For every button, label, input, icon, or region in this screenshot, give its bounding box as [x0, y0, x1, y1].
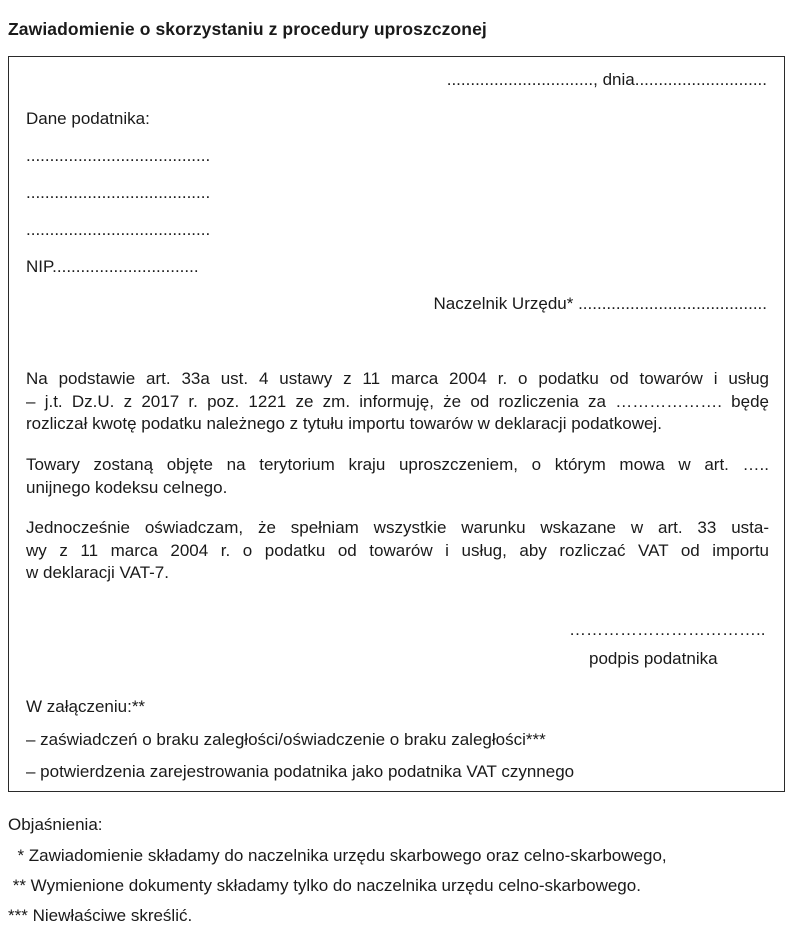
attachment-item: – zaświadczeń o braku zaległości/oświadczenie o braku zaległości***: [26, 730, 546, 749]
declaration-paragraph-1: [26, 368, 769, 436]
signature-line[interactable]: ……………………………..: [569, 620, 766, 639]
paragraph-line: Towary zostaną objęte na terytorium kraju uproszczeniem, o którym mowa w art. …..: [26, 455, 769, 474]
paragraph-line: w deklaracji VAT-7.: [26, 563, 169, 582]
attachments-label: W załączeniu:**: [26, 697, 146, 716]
notes-label: Objaśnienia:: [8, 815, 103, 834]
paragraph-line: unijnego kodeksu celnego.: [26, 477, 228, 497]
document-title: Zawiadomienie o skorzystaniu z procedury uproszczonej: [8, 19, 487, 39]
place-date-field[interactable]: ..............................., dnia............................: [446, 70, 767, 89]
note-item: * Zawiadomienie składamy do naczelnika urzędu skarbowego oraz celno-skarbowego,: [8, 846, 667, 865]
nip-field[interactable]: NIP...............................: [26, 257, 199, 276]
declaration-paragraph-3: [26, 517, 769, 585]
paragraph-line: – j.t. Dz.U. z 2017 r. poz. 1221 ze zm. informuję, że od rozliczenia za ………………. będę: [26, 391, 769, 411]
note-item: *** Niewłaściwe skreślić.: [8, 906, 193, 925]
taxpayer-label: Dane podatnika:: [26, 109, 150, 128]
paragraph-line: Jednocześnie oświadczam, że spełniam wszystkie warunku wskazane w art. 33 usta-: [26, 518, 769, 537]
taxpayer-line-2[interactable]: .......................................: [26, 183, 211, 202]
tax-office-field[interactable]: Naczelnik Urzędu* ........................................: [433, 294, 767, 313]
declaration-paragraph-2: [26, 454, 769, 499]
paragraph-line: Na podstawie art. 33a ust. 4 ustawy z 11 marca 2004 r. o podatku od towarów i usług: [26, 369, 769, 388]
signature-label: podpis podatnika: [589, 649, 718, 668]
attachment-item: – potwierdzenia zarejestrowania podatnika jako podatnika VAT czynnego: [26, 762, 575, 781]
taxpayer-line-3[interactable]: .......................................: [26, 220, 211, 239]
paragraph-line: wy z 11 marca 2004 r. o podatku od towarów i usług, aby rozliczać VAT od importu: [26, 540, 769, 560]
paragraph-line: rozliczał kwotę podatku należnego z tytułu importu towarów w deklaracji podatkowej.: [26, 414, 662, 433]
notification-form: [8, 56, 785, 792]
note-item: ** Wymienione dokumenty składamy tylko do naczelnika urzędu celno-skarbowego.: [8, 876, 641, 895]
taxpayer-line-1[interactable]: .......................................: [26, 146, 211, 165]
